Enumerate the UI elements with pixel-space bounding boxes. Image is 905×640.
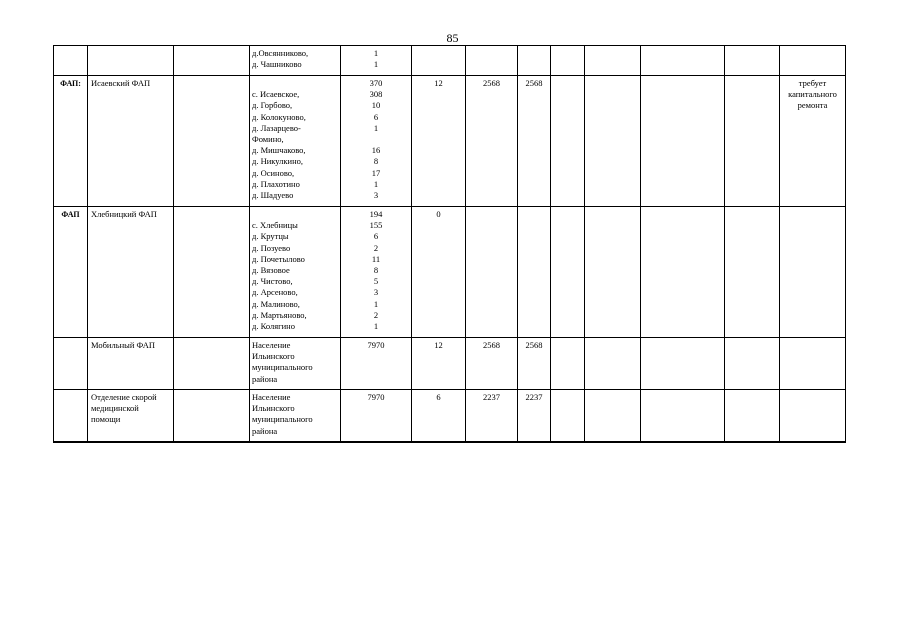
empty-cell — [174, 46, 250, 76]
cell-text: ФАП: — [60, 79, 81, 88]
cell-line: 1 — [373, 298, 379, 309]
cell-line: Мобильный ФАП — [91, 340, 155, 350]
empty-cell — [174, 207, 250, 338]
cell-line: 1 — [373, 48, 379, 58]
settlements-cell — [250, 338, 341, 390]
empty-cell — [725, 338, 780, 390]
value-cell — [412, 207, 466, 338]
cell-line: Хлебницкий ФАП — [91, 209, 157, 219]
cell-line: д. Мартьяново, — [252, 309, 307, 320]
empty-cell — [585, 338, 641, 390]
cell-line: 17 — [371, 167, 381, 178]
value-cell — [466, 76, 518, 207]
empty-cell — [551, 207, 585, 338]
table-row — [54, 46, 846, 76]
value-cell — [518, 207, 551, 338]
cell-line: 6 — [373, 111, 379, 122]
table-body — [54, 46, 846, 442]
cell-text: 2568 — [525, 340, 543, 350]
cell-line: 8 — [373, 264, 379, 275]
cell-line: д. Малиново, — [252, 298, 300, 309]
empty-cell — [551, 76, 585, 207]
cell-line: 16 — [371, 145, 381, 156]
cell-text: 2568 — [483, 340, 500, 350]
cell-line: Население — [252, 340, 291, 350]
cell-line: муниципального — [252, 362, 313, 373]
cell-line: 10 — [371, 100, 381, 111]
cell-line: помощи — [91, 414, 121, 425]
cell-line: д. Колягино — [252, 320, 295, 331]
empty-cell — [725, 46, 780, 76]
empty-cell — [641, 76, 725, 207]
facility-name-cell — [88, 338, 174, 390]
cell-line: 7970 — [367, 392, 385, 402]
empty-cell — [585, 46, 641, 76]
cell-line: д. Мишчаково, — [252, 145, 306, 156]
empty-cell — [551, 338, 585, 390]
cell-line: 11 — [371, 253, 381, 264]
cell-line: д. Никулкино, — [252, 156, 303, 167]
cell-line: Население — [252, 392, 291, 402]
cell-text: 2237 — [483, 392, 500, 402]
value-cell — [518, 46, 551, 76]
settlements-cell — [250, 390, 341, 442]
empty-cell — [551, 46, 585, 76]
empty-cell — [585, 390, 641, 442]
cell-line: с. Исаевское, — [252, 89, 300, 100]
value-cell — [466, 390, 518, 442]
population-cell — [341, 390, 412, 442]
note-cell — [780, 338, 846, 390]
cell-line: д. Колокуново, — [252, 111, 306, 122]
population-cell — [341, 76, 412, 207]
value-cell — [412, 390, 466, 442]
cell-line: 2 — [373, 242, 379, 253]
table-row — [54, 390, 846, 442]
table-row — [54, 338, 846, 390]
page-number: 85 — [446, 31, 459, 45]
empty-cell — [585, 207, 641, 338]
value-cell — [518, 338, 551, 390]
cell-line: 6 — [373, 231, 379, 242]
empty-cell — [551, 390, 585, 442]
cell-text: ФАП — [61, 210, 80, 219]
cell-line: д. Позуево — [252, 242, 291, 253]
empty-cell — [641, 207, 725, 338]
cell-line: 7970 — [367, 340, 385, 350]
cell-line: Ильинского — [252, 403, 295, 414]
cell-line: 1 — [373, 178, 379, 189]
cell-text: 0 — [436, 209, 441, 219]
cell-line: д. Лазарцево- — [252, 122, 301, 133]
empty-cell — [174, 390, 250, 442]
cell-line: района — [252, 425, 278, 436]
cell-line: с. Хлебницы — [252, 220, 298, 231]
cell-text: 2568 — [525, 78, 543, 88]
value-cell — [412, 46, 466, 76]
note-cell — [780, 46, 846, 76]
cell-line: муниципального — [252, 414, 313, 425]
empty-cell — [641, 338, 725, 390]
cell-line: д. Почетылово — [252, 253, 305, 264]
cell-text: 12 — [434, 78, 443, 88]
population-cell — [341, 207, 412, 338]
empty-cell — [641, 390, 725, 442]
cell-line: 2 — [373, 309, 379, 320]
cell-line: д. Чистово, — [252, 276, 293, 287]
empty-cell — [725, 390, 780, 442]
cell-line: Фомино, — [252, 133, 284, 144]
cell-line: Исаевский ФАП — [91, 78, 151, 88]
facility-type-cell — [54, 338, 88, 390]
settlements-cell — [250, 207, 341, 338]
note-cell — [780, 76, 846, 207]
value-cell — [466, 46, 518, 76]
population-cell — [341, 46, 412, 76]
cell-line — [343, 134, 409, 145]
empty-cell — [641, 46, 725, 76]
table-row — [54, 76, 846, 207]
cell-line: 8 — [373, 156, 379, 167]
empty-cell — [174, 76, 250, 207]
cell-line: медицинской — [91, 403, 139, 414]
cell-line: 5 — [373, 276, 379, 287]
facility-name-cell — [88, 390, 174, 442]
value-cell — [518, 390, 551, 442]
value-cell — [412, 338, 466, 390]
cell-line: 1 — [373, 320, 379, 331]
cell-line: 1 — [373, 59, 379, 70]
cell-line: 194 — [369, 209, 383, 219]
cell-text: 2237 — [525, 392, 543, 402]
empty-cell — [725, 76, 780, 207]
note-cell — [780, 207, 846, 338]
facility-name-cell — [88, 46, 174, 76]
facility-name-cell — [88, 207, 174, 338]
facilities-table — [53, 45, 846, 443]
cell-line: д. Шадуево — [252, 189, 294, 200]
facility-type-cell — [54, 76, 88, 207]
empty-cell — [725, 207, 780, 338]
empty-cell — [585, 76, 641, 207]
settlements-cell — [250, 46, 341, 76]
cell-line: Отделение скорой — [91, 392, 157, 402]
facility-type-cell — [54, 46, 88, 76]
value-cell — [518, 76, 551, 207]
cell-line: 3 — [373, 189, 379, 200]
cell-line: д. Вязовое — [252, 264, 290, 275]
cell-line: д. Осиново, — [252, 167, 295, 178]
cell-line: д. Арсеново, — [252, 287, 298, 298]
table-row — [54, 207, 846, 338]
empty-cell — [174, 338, 250, 390]
cell-line: д.Овсянниково, — [252, 48, 309, 58]
cell-line: д. Чашниково — [252, 59, 302, 70]
cell-line: 1 — [373, 122, 379, 133]
facility-type-cell — [54, 390, 88, 442]
cell-line: 155 — [369, 220, 383, 231]
note-cell — [780, 390, 846, 442]
cell-line: района — [252, 373, 278, 384]
cell-line: требует — [798, 78, 827, 88]
value-cell — [466, 207, 518, 338]
cell-line: капитального — [788, 89, 837, 100]
cell-text: 12 — [434, 340, 443, 350]
cell-line: д. Горбово, — [252, 100, 293, 111]
facility-type-cell — [54, 207, 88, 338]
value-cell — [412, 76, 466, 207]
cell-text: 6 — [436, 392, 441, 402]
cell-line: 370 — [369, 78, 383, 88]
facility-name-cell — [88, 76, 174, 207]
cell-line: д. Плахотино — [252, 178, 300, 189]
cell-line: 3 — [373, 287, 379, 298]
value-cell — [466, 338, 518, 390]
settlements-cell — [250, 76, 341, 207]
cell-line: д. Крутцы — [252, 231, 289, 242]
population-cell — [341, 338, 412, 390]
cell-line: Ильинского — [252, 351, 295, 362]
cell-line: 308 — [369, 89, 383, 100]
cell-text: 2568 — [483, 78, 500, 88]
cell-line: ремонта — [797, 100, 828, 111]
